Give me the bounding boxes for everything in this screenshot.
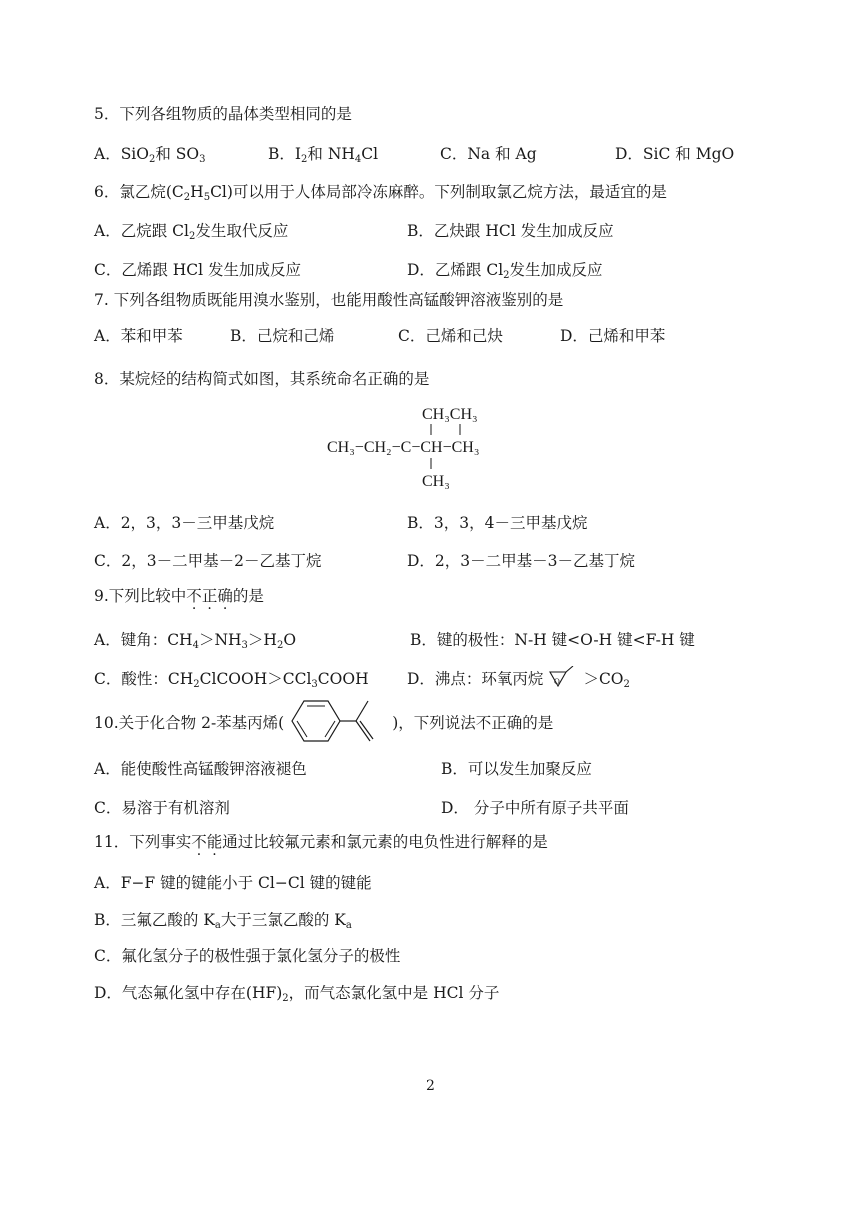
q9-option-d: D．沸点：环氧丙烷 O $>CO_2$ bbox=[407, 669, 630, 690]
2-phenylpropene-structure bbox=[284, 714, 392, 734]
q7-option-d: D．己烯和甲苯 bbox=[560, 327, 666, 345]
structure-main: CH₃−CH₂−C−CH−CH₃ bbox=[327, 439, 480, 456]
q7-option-a: A．苯和甲苯 bbox=[94, 327, 183, 345]
q9-stem: 9.下列比较中不正确的是 bbox=[94, 587, 264, 605]
q6-option-d: D．乙烯跟 $Cl_2$发生加成反应 bbox=[407, 261, 603, 281]
epoxypropane-structure bbox=[543, 670, 583, 690]
q10-stem: 10.关于化合物 2-苯基丙烯( )，下列说法不正确的是 bbox=[94, 713, 553, 734]
q8-option-d: D．2，3－二甲基－3－乙基丁烷 bbox=[407, 552, 636, 570]
q6-option-c: C．乙烯跟 HCl 发生加成反应 bbox=[94, 261, 302, 279]
q9-option-a: A．键角：$CH_4>NH_3>H_2O$ bbox=[94, 631, 297, 651]
structure-top: CH₃CH₃ bbox=[422, 406, 478, 423]
structure-bottom: CH₃ bbox=[422, 473, 450, 490]
q9-option-c: C．酸性：$CH_2ClCOOH>CCl_3COOH$ bbox=[94, 670, 369, 690]
q5-option-b: B．$I_2$和 $NH_4Cl$ bbox=[268, 145, 379, 165]
q11-option-d: D．气态氟化氢中存在$(HF)_2$，而气态氯化氢中是 HCl 分子 bbox=[94, 984, 500, 1004]
q10-option-d: D． 分子中所有原子共平面 bbox=[441, 799, 629, 817]
q11-option-b: B．三氟乙酸的 $K_a$大于三氯乙酸的 $K_a$ bbox=[94, 911, 352, 931]
q10-option-c: C．易溶于有机溶剂 bbox=[94, 799, 230, 817]
q8-structure-formula bbox=[325, 402, 535, 494]
page-number: 2 bbox=[426, 1078, 435, 1094]
q6-stem: 6．氯乙烷$(C_2H_5Cl)$可以用于人体局部冷冻麻醉。下列制取氯乙烷方法，最适宜的是 bbox=[94, 183, 667, 203]
q9-option-b: B．键的极性：N-H 键<O-H 键<F-H 键 bbox=[410, 631, 695, 649]
q6-option-a: A．乙烷跟 $Cl_2$发生取代反应 bbox=[94, 222, 289, 242]
q8-option-c: C．2，3－二甲基－2－乙基丁烷 bbox=[94, 552, 322, 570]
q11-option-a: A．F−F 键的键能小于 Cl−Cl 键的键能 bbox=[94, 874, 372, 892]
q11-option-c: C．氟化氢分子的极性强于氯化氢分子的极性 bbox=[94, 947, 401, 965]
q6-option-b: B．乙炔跟 HCl 发生加成反应 bbox=[407, 222, 614, 240]
q7-option-c: C．己烯和己炔 bbox=[398, 327, 503, 345]
q10-option-b: B．可以发生加聚反应 bbox=[441, 760, 592, 778]
q5-option-c: C．Na 和 Ag bbox=[440, 145, 537, 163]
q7-stem: 7. 下列各组物质既能用溴水鉴别，也能用酸性高锰酸钾溶液鉴别的是 bbox=[94, 291, 564, 309]
q8-option-a: A．2，3，3－三甲基戊烷 bbox=[94, 514, 275, 532]
q5-option-a: A．SiO$_2$和 $SO_3$ bbox=[94, 145, 206, 165]
q7-option-b: B．己烷和己烯 bbox=[230, 327, 335, 345]
q8-option-b: B．3，3，4－三甲基戊烷 bbox=[407, 514, 588, 532]
q5-stem: 5．下列各组物质的晶体类型相同的是 bbox=[94, 105, 352, 123]
q8-stem: 8．某烷烃的结构简式如图，其系统命名正确的是 bbox=[94, 370, 430, 388]
svg-text:O: O bbox=[554, 677, 561, 686]
q11-stem: 11．下列事实不能通过比较氟元素和氯元素的电负性进行解释的是 bbox=[94, 833, 548, 851]
q10-option-a: A．能使酸性高锰酸钾溶液褪色 bbox=[94, 760, 307, 778]
q5-option-d: D．SiC 和 MgO bbox=[615, 145, 735, 163]
